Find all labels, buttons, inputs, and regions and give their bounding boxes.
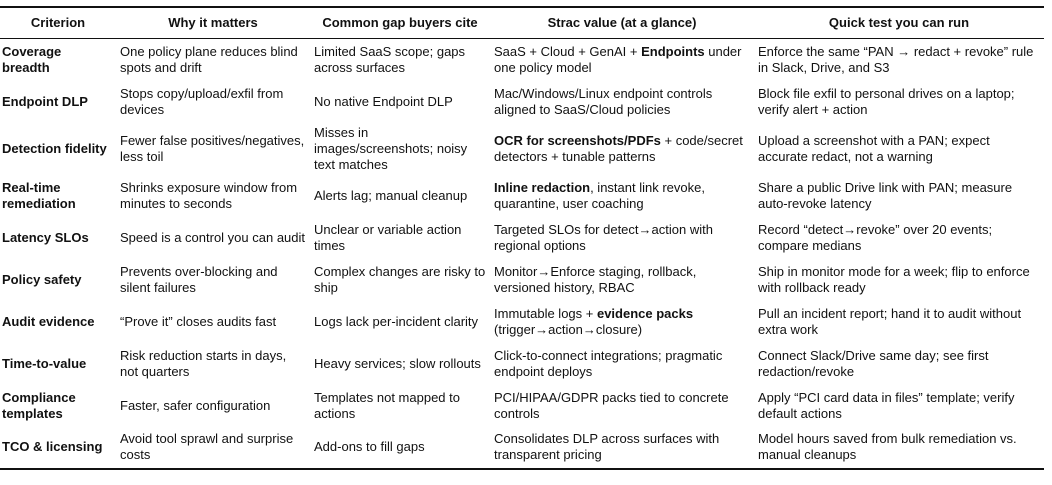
criterion-cell: Compliance templates: [2, 389, 76, 421]
header-criterion: Criterion: [0, 7, 116, 39]
criterion-cell: Real-time remediation: [2, 179, 76, 211]
test-cell: Share a public Drive link with PAN; measure auto-revoke latency: [758, 179, 1013, 211]
why-cell: Avoid tool sprawl and surprise costs: [116, 427, 310, 469]
value-highlight: OCR for screenshots/PDFs: [494, 132, 661, 148]
value-highlight: evidence packs: [596, 305, 694, 321]
table-row: [0, 175, 1044, 217]
value-cell: [490, 39, 754, 81]
value-highlight: Inline redaction: [494, 179, 591, 195]
test-cell: Upload a screenshot with a PAN; expect accurate redact, not a warning: [758, 132, 990, 164]
value-cell: [490, 343, 754, 385]
test-cell: Ship in monitor mode for a week; flip to enforce with rollback ready: [758, 263, 1030, 295]
table-row: [0, 385, 1044, 427]
value-text: Click-to-connect integrations; pragmatic endpoint deploys: [494, 347, 723, 379]
criterion-cell: Latency SLOs: [2, 229, 89, 245]
value-text: Monitor→Enforce staging, rollback, versioned history, RBAC: [494, 263, 697, 295]
value-text: Immutable logs +: [494, 305, 597, 321]
why-cell: Faster, safer configuration: [120, 397, 271, 413]
criterion-cell: TCO & licensing: [0, 427, 116, 469]
table-row: [0, 217, 1044, 259]
test-cell: Pull an incident report; hand it to audit without extra work: [758, 305, 1022, 337]
value-text: Consolidates DLP across surfaces with transparent pricing: [494, 431, 720, 462]
value-cell: [490, 175, 754, 217]
header-row: [0, 7, 1044, 39]
test-cell: Record “detect→revoke” over 20 events; compare medians: [758, 221, 993, 253]
value-highlight: Endpoints: [641, 43, 705, 59]
table-row: [0, 81, 1044, 123]
test-cell: Connect Slack/Drive same day; see first redaction/revoke: [758, 347, 989, 379]
gap-cell: No native Endpoint DLP: [314, 93, 453, 109]
why-cell: Fewer false positives/negatives, less toil: [120, 132, 305, 164]
test-cell: Apply “PCI card data in files” template; verify default actions: [758, 389, 1015, 421]
value-cell: [490, 301, 754, 343]
value-text: + code/secret detectors + tunable patterns: [494, 132, 743, 164]
criterion-cell: Policy safety: [2, 271, 82, 287]
why-cell: Speed is a control you can audit: [120, 229, 306, 245]
gap-cell: Complex changes are risky to ship: [314, 263, 486, 295]
value-text: Targeted SLOs for detect→action with regional options: [494, 221, 713, 253]
value-cell: [490, 259, 754, 301]
table-row: [0, 259, 1044, 301]
comparison-table: [0, 6, 1044, 470]
why-cell: Risk reduction starts in days, not quarters: [120, 347, 287, 379]
table-row: [0, 301, 1044, 343]
criterion-cell: Time-to-value: [2, 355, 87, 371]
value-cell: [490, 123, 754, 175]
criterion-cell: Detection fidelity: [2, 140, 107, 156]
test-cell: Enforce the same “PAN → redact + revoke” rule in Slack, Drive, and S3: [758, 43, 1034, 75]
gap-cell: Logs lack per-incident clarity: [314, 313, 479, 329]
table-row: [0, 343, 1044, 385]
gap-cell: Templates not mapped to actions: [314, 389, 460, 421]
table-row: [0, 39, 1044, 81]
criterion-cell: Coverage breadth: [2, 43, 62, 75]
gap-cell: Unclear or variable action times: [314, 221, 462, 253]
value-text: under one policy model: [494, 43, 742, 75]
why-cell: Stops copy/upload/exfil from devices: [120, 85, 284, 117]
why-cell: One policy plane reduces blind spots and drift: [120, 43, 298, 75]
table-row: [0, 123, 1044, 175]
test-cell: Model hours saved from bulk remediation vs. manual cleanups: [754, 427, 1044, 469]
gap-cell: Limited SaaS scope; gaps across surfaces: [314, 43, 466, 75]
value-text: (trigger→action→closure): [494, 321, 643, 337]
value-cell: [490, 81, 754, 123]
gap-cell: Misses in images/screenshots; noisy text matches: [314, 124, 468, 172]
gap-cell: Alerts lag; manual cleanup: [314, 187, 468, 203]
criterion-cell: Endpoint DLP: [2, 93, 88, 109]
value-text: PCI/HIPAA/GDPR packs tied to concrete controls: [494, 389, 729, 421]
gap-cell: Heavy services; slow rollouts: [314, 355, 481, 371]
why-cell: Prevents over-blocking and silent failures: [120, 263, 278, 295]
value-cell: [490, 427, 754, 469]
header-value: Strac value (at a glance): [490, 7, 754, 39]
value-cell: [490, 385, 754, 427]
table-row: [0, 427, 1044, 469]
header-test: Quick test you can run: [754, 7, 1044, 39]
gap-cell: Add-ons to fill gaps: [310, 427, 490, 469]
why-cell: “Prove it” closes audits fast: [120, 313, 277, 329]
header-why: Why it matters: [116, 7, 310, 39]
value-text: SaaS + Cloud + GenAI +: [494, 43, 642, 59]
value-cell: [490, 217, 754, 259]
value-text: , instant link revoke, quarantine, user coaching: [494, 179, 705, 211]
header-gap: Common gap buyers cite: [310, 7, 490, 39]
criterion-cell: Audit evidence: [2, 313, 95, 329]
test-cell: Block file exfil to personal drives on a laptop; verify alert + action: [758, 85, 1015, 117]
value-text: Mac/Windows/Linux endpoint controls aligned to SaaS/Cloud policies: [494, 85, 713, 117]
why-cell: Shrinks exposure window from minutes to seconds: [120, 179, 298, 211]
